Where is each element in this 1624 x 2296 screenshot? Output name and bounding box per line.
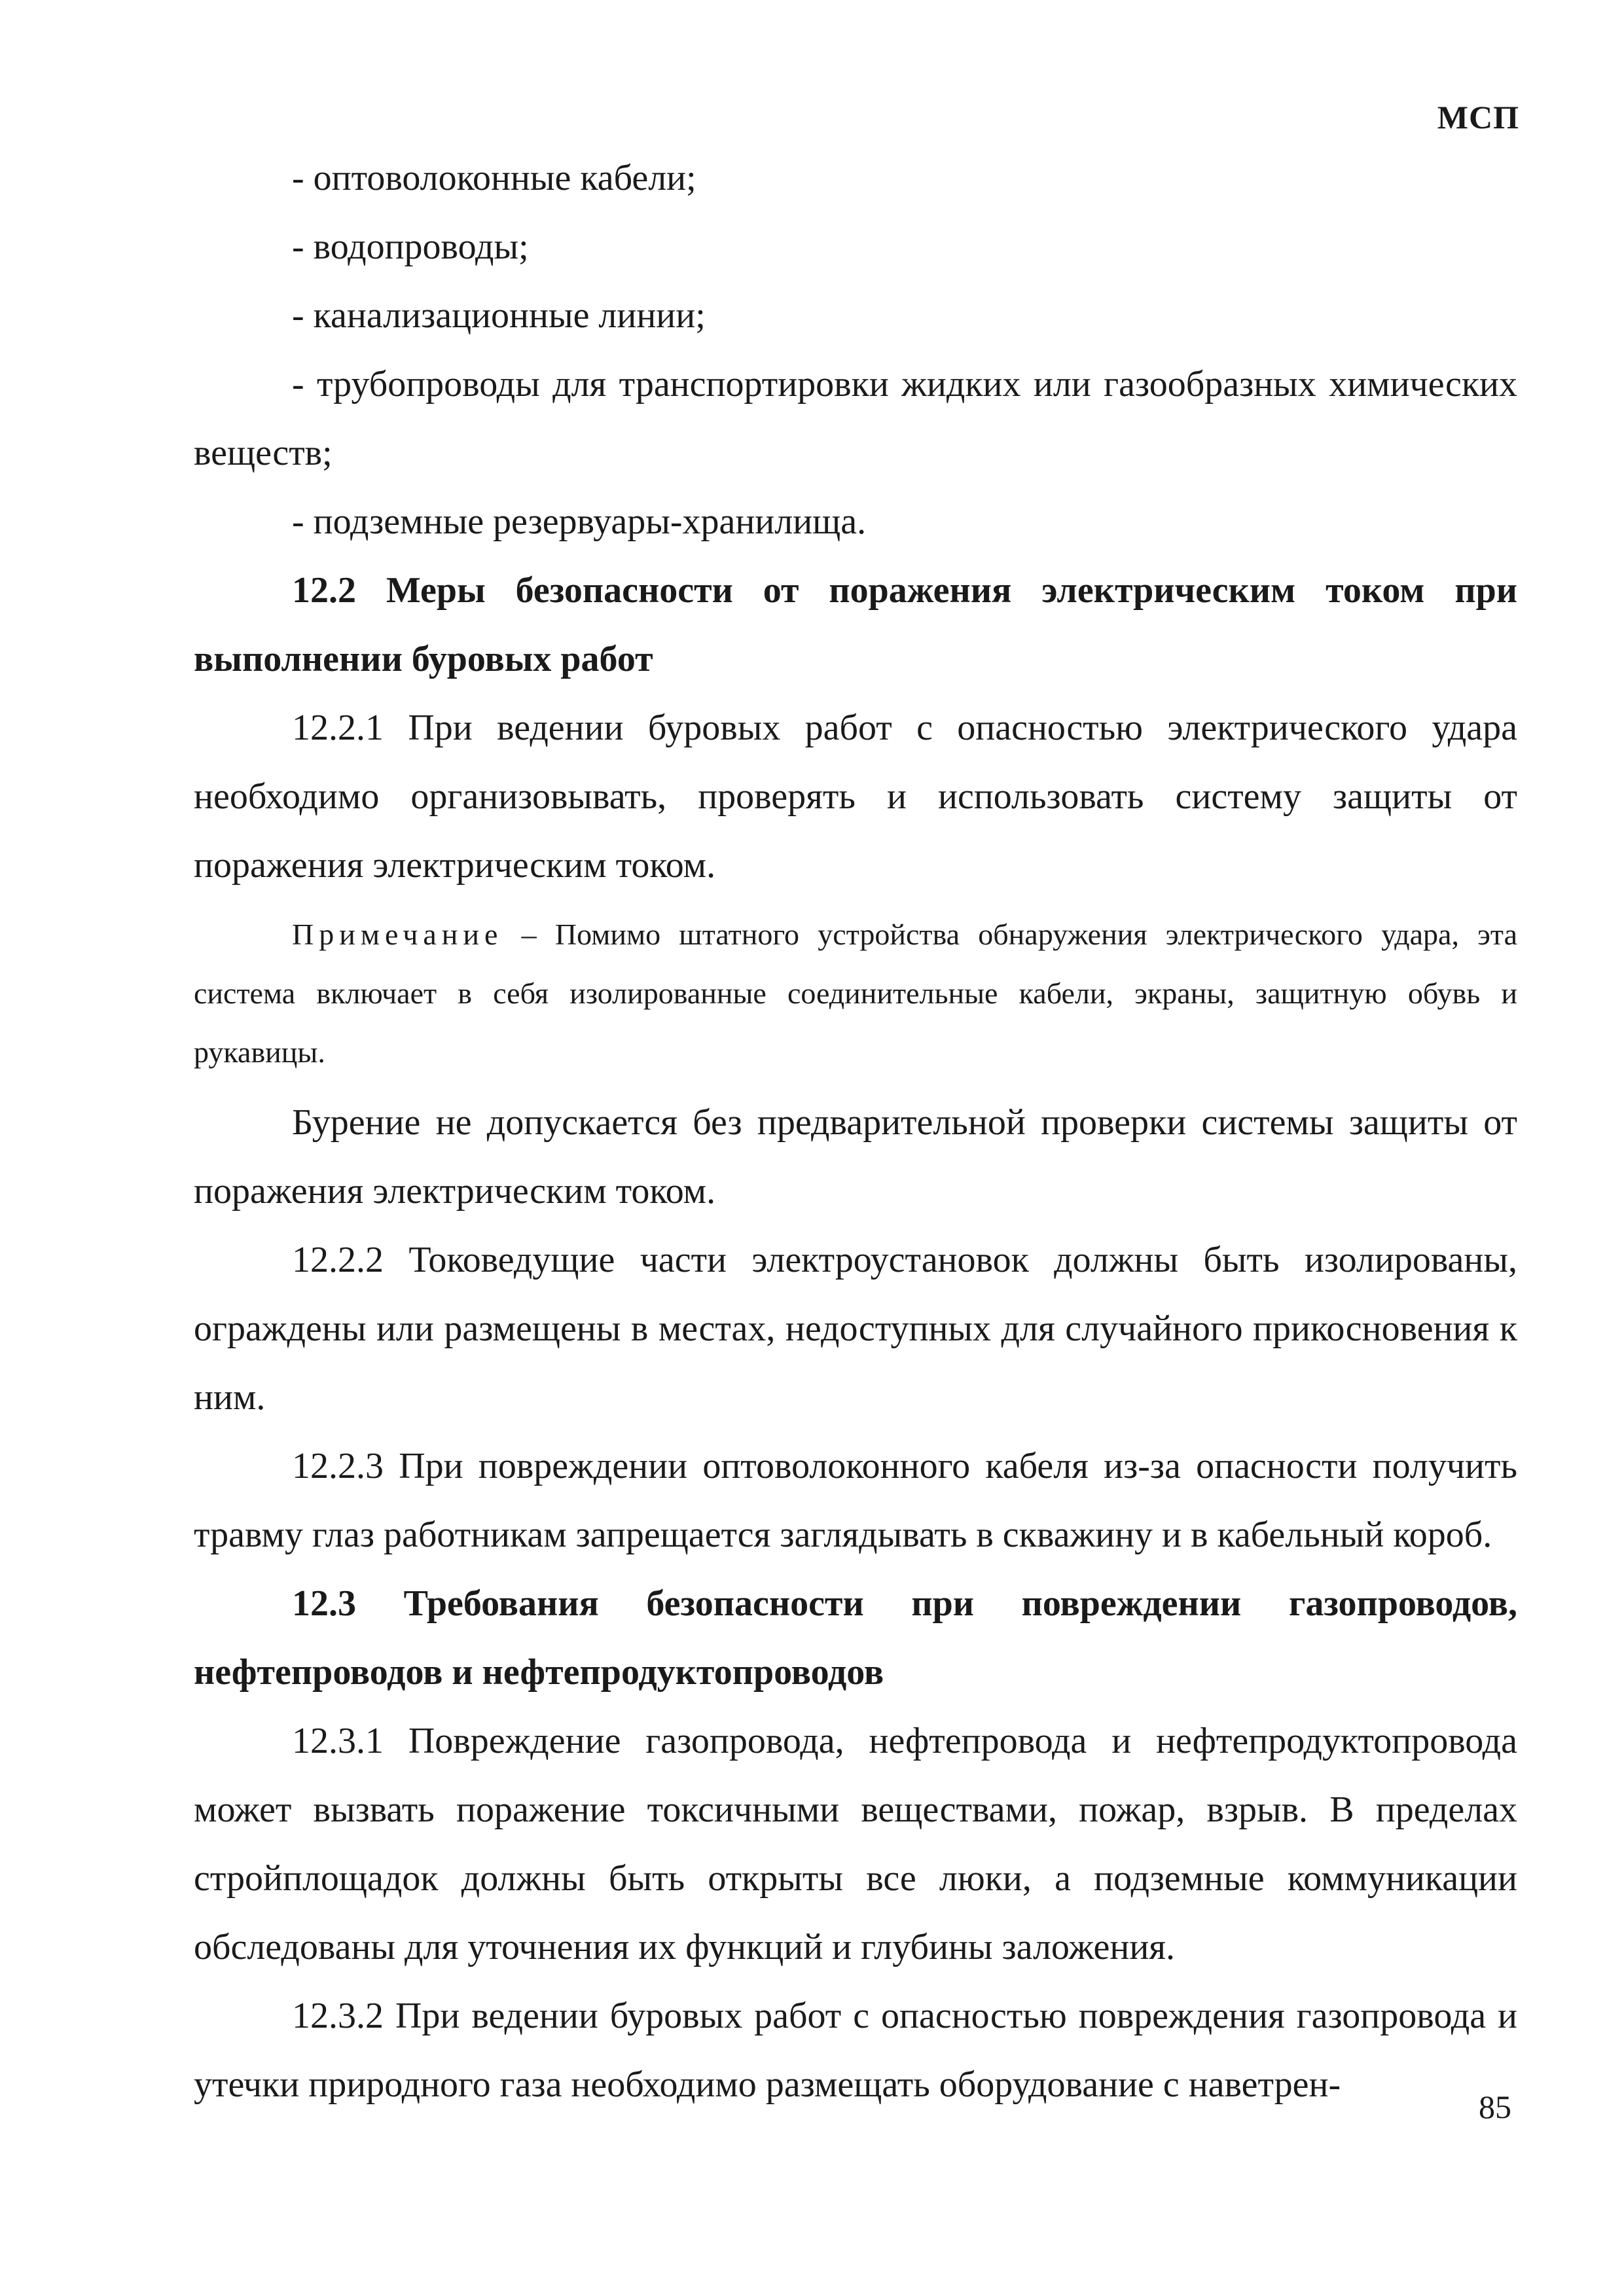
section-heading-12-2: 12.2 Меры безопасности от поражения электрическим током при выполнении буровых работ: [194, 570, 1517, 679]
list-item: - подземные резервуары-хранилища.: [292, 501, 867, 542]
paragraph-12-2-2: 12.2.2 Токоведущие части электроустановок должны быть изолированы, ограждены или размещены в местах, недоступных для случайного прикосновения к ним.: [194, 1240, 1517, 1418]
note-paragraph: [194, 905, 1517, 1082]
paragraph-12-2-1: 12.2.1 При ведении буровых работ с опасностью электрического удара необходимо организовывать, проверять и использовать систему защиты от поражения электрическим током.: [194, 708, 1517, 886]
section-heading-12-3: 12.3 Требования безопасности при повреждении газопроводов, нефтепроводов и нефтепродуктопроводов: [194, 1583, 1517, 1693]
page-number: 85: [1479, 2089, 1511, 2125]
note-label: Примечание: [292, 918, 503, 951]
paragraph-12-3-1: 12.3.1 Повреждение газопровода, нефтепровода и нефтепродуктопровода может вызвать поражение токсичными веществами, пожар, взрыв. В пределах стройплощадок должны быть открыты все люки, а подземные коммуникации обследованы для уточнения их функций и глубины заложения.: [194, 1721, 1517, 1967]
list-item: - канализационные линии;: [292, 295, 706, 336]
list-item: - трубопроводы для транспортировки жидких или газообразных химических веществ;: [194, 364, 1517, 473]
document-code: МСП: [1437, 99, 1519, 135]
list-item: - оптоволоконные кабели;: [292, 158, 696, 198]
paragraph-12-2-3: 12.2.3 При повреждении оптоволоконного кабеля из-за опасности получить травму глаз работникам запрещается заглядывать в скважину и в кабельный короб.: [194, 1446, 1517, 1555]
paragraph-12-3-2: 12.3.2 При ведении буровых работ с опасностью повреждения газопровода и утечки природного газа необходимо размещать оборудование с наветрен-: [194, 1996, 1517, 2105]
list-item: - водопроводы;: [292, 226, 529, 267]
paragraph-drilling-check: Бурение не допускается без предварительной проверки системы защиты от поражения электрическим током.: [194, 1102, 1517, 1211]
note-text: – Помимо штатного устройства обнаружения электрического удара, эта система включает в себя изолированные соединительные кабели, экраны, защитную обувь и рукавицы.: [194, 918, 1517, 1069]
document-body: [194, 144, 1517, 2119]
